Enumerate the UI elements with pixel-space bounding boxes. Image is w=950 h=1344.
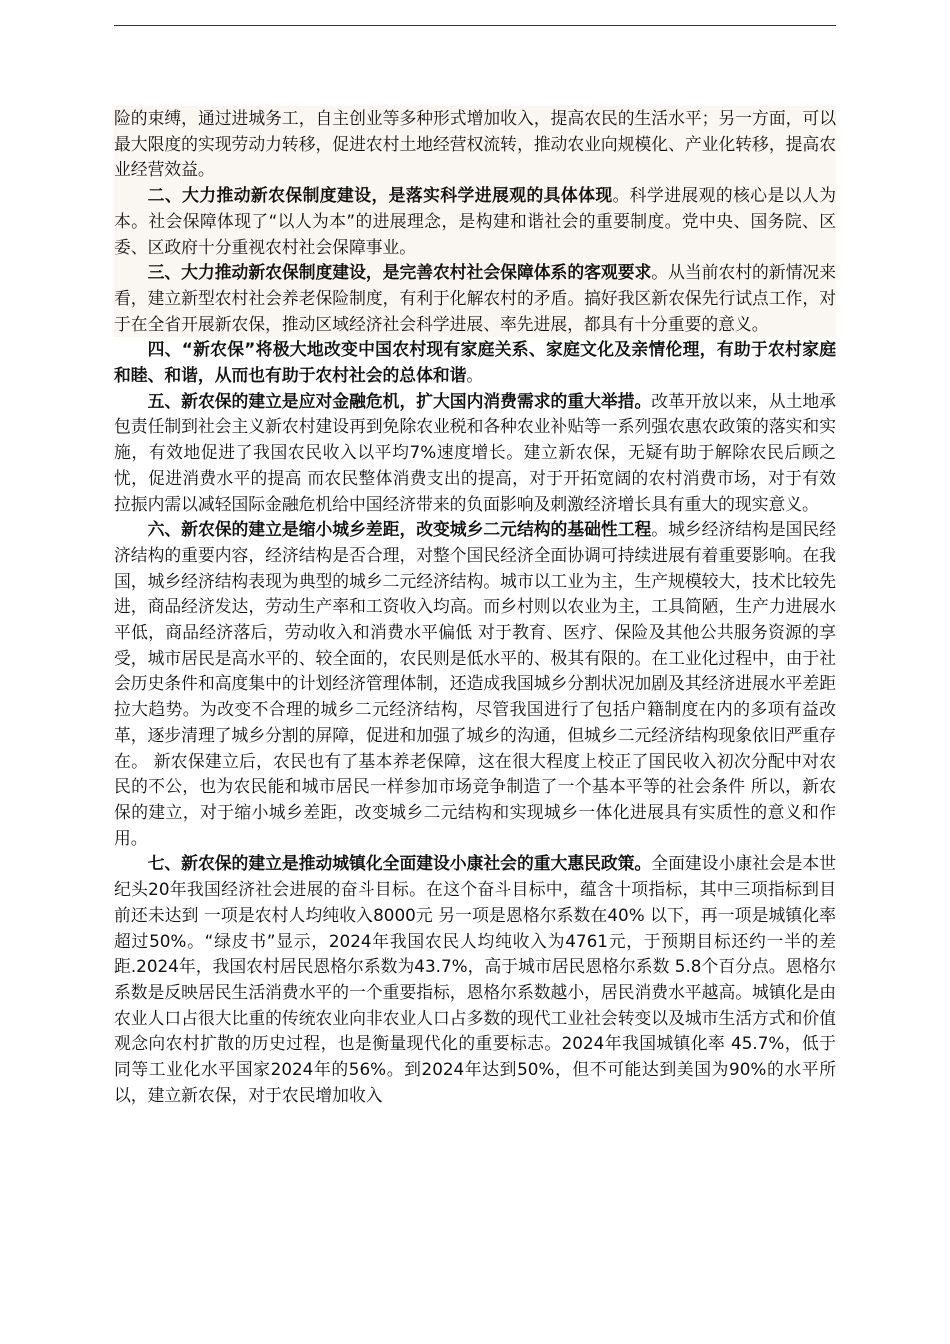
section-heading: 四、“新农保”将极大地改变中国农村现有家庭关系、家庭文化及亲情伦理，有助于农村家庭和睦、和谐，从而也有助于农村社会的总体和谐 [114,339,836,386]
paragraph-text: 。科学进展观的核心是以人为本。社会保障体现了“以人为本”的进展理念，是构建和谐社会的重要制度。党中央、国务院、区委、区政府十分重视农村社会保障事业。 [114,185,836,257]
section-heading: 七、新农保的建立是推动城镇化全面建设小康社会的重大惠民政策。 [147,853,652,874]
paragraph-text: 改革开放以来，从土地承包责任制到社会主义新农村建设再到免除农业税和各种农业补贴等一系列强农惠农政策的落实和实施，有效地促进了我国农民收入以平均7%速度增长。建立新农保，无疑有助于解除农民后顾之忧，促进消费水平的提高 而农民整体消费支出的提高，对于开拓宽阔的农村消费市场，对于有效拉振内需以减轻国际金融危机给中国经济带来的负面影响及刺激经济增长具有重大的现实意义。 [114,390,836,514]
paragraph-text: 。城乡经济结构是国民经济结构的重要内容，经济结构是否合理，对整个国民经济全面协调可持续进展有着重要影响。在我国，城乡经济结构表现为典型的城乡二元经济结构。城市以工业为主，生产规模较大，技术比较先进，商品经济发达，劳动生产率和工资收入均高。而乡村则以农业为主，工具简陋，生产力进展水平低，商品经济落后，劳动收入和消费水平偏低 对于教育、医疗、保险及其他公共服务资源的享受，城市居民是高水平的、较全面的，农民则是低水平的、极其有限的。在工业化过程中，由于社会历史条件和高度集中的计划经济管理体制，还造成我国城乡分割状况加剧及其经济进展水平差距拉大趋势。为改变不合理的城乡二元经济结构，尽管我国进行了包括户籍制度在内的多项有益改革，逐步清理了城乡分割的屏障，促进和加强了城乡的沟通，但城乡二元经济结构现象依旧严重存在。 新农保建立后，农民也有了基本养老保障，这在很大程度上校正了国民收入初次分配中对农民的不公，也为农民能和城市居民一样参加市场竞争制造了一个基本平等的社会条件 所以，新农保的建立，对于缩小城乡差距，改变城乡二元结构和实现城乡一体化进展具有实质性的意义和作用。 [114,519,836,848]
section-heading: 三、大力推动新农保制度建设，是完善农村社会保障体系的客观要求 [147,262,652,283]
paragraph-section-5 [114,389,836,518]
header-rule [114,25,836,26]
section-heading: 六、新农保的建立是缩小城乡差距，改变城乡二元结构的基础性工程 [147,519,652,540]
paragraph-section-6 [114,517,836,851]
paragraph-section-7 [114,851,836,1108]
paragraph-section-2 [114,183,836,260]
paragraph-text: 险的束缚，通过进城务工，自主创业等多种形式增加收入，提高农民的生活水平；另一方面，可以最大限度的实现劳动力转移，促进农村土地经营权流转，推动农业向规模化、产业化转移，提高农业经营效益。 [114,108,836,180]
paragraph-text: 。 [466,365,484,386]
paragraph-text: 。从当前农村的新情况来看，建立新型农村社会养老保险制度，有利于化解农村的矛盾。搞好我区新农保先行试点工作，对于在全省开展新农保，推动区域经济社会科学进展、率先进展，都具有十分重要的意义。 [114,262,836,334]
document-body [114,106,836,1108]
section-heading: 五、新农保的建立是应对金融危机，扩大国内消费需求的重大举措。 [147,390,652,411]
paragraph-section-3 [114,260,836,337]
paragraph-text: 全面建设小康社会是本世纪头20年我国经济社会进展的奋斗目标。在这个奋斗目标中，蕴含十项指标，其中三项指标到目前还未达到 一项是农村人均纯收入8000元 另一项是恩格尔系数在40% 以下，再一项是城镇化率超过50%。“绿皮书”显示，2024年我国农民人均纯收入为4761元，于预期目标还约一半的差距.2024年，我国农村居民恩格尔系数为43.7%，高于城市居民恩格尔系数 5.8个百分点。恩格尔系数是反映居民生活消费水平的一个重要指标，恩格尔系数越小，居民消费水平越高。城镇化是由农业人口占很大比重的传统农业向非农业人口占多数的现代工业社会转变以及城市生活方式和价值观念向农村扩散的历史过程，也是衡量现代化的重要标志。2024年我国城镇化率 45.7%，低于同等工业化水平国家2024年的56%。到2024年达到50%，但不可能达到美国为90%的水平所以，建立新农保，对于农民增加收入 [114,853,836,1105]
paragraph-section-4 [114,337,836,388]
section-heading: 二、大力推动新农保制度建设，是落实科学进展观的具体体现 [147,185,613,206]
paragraph-continuation [114,106,836,183]
